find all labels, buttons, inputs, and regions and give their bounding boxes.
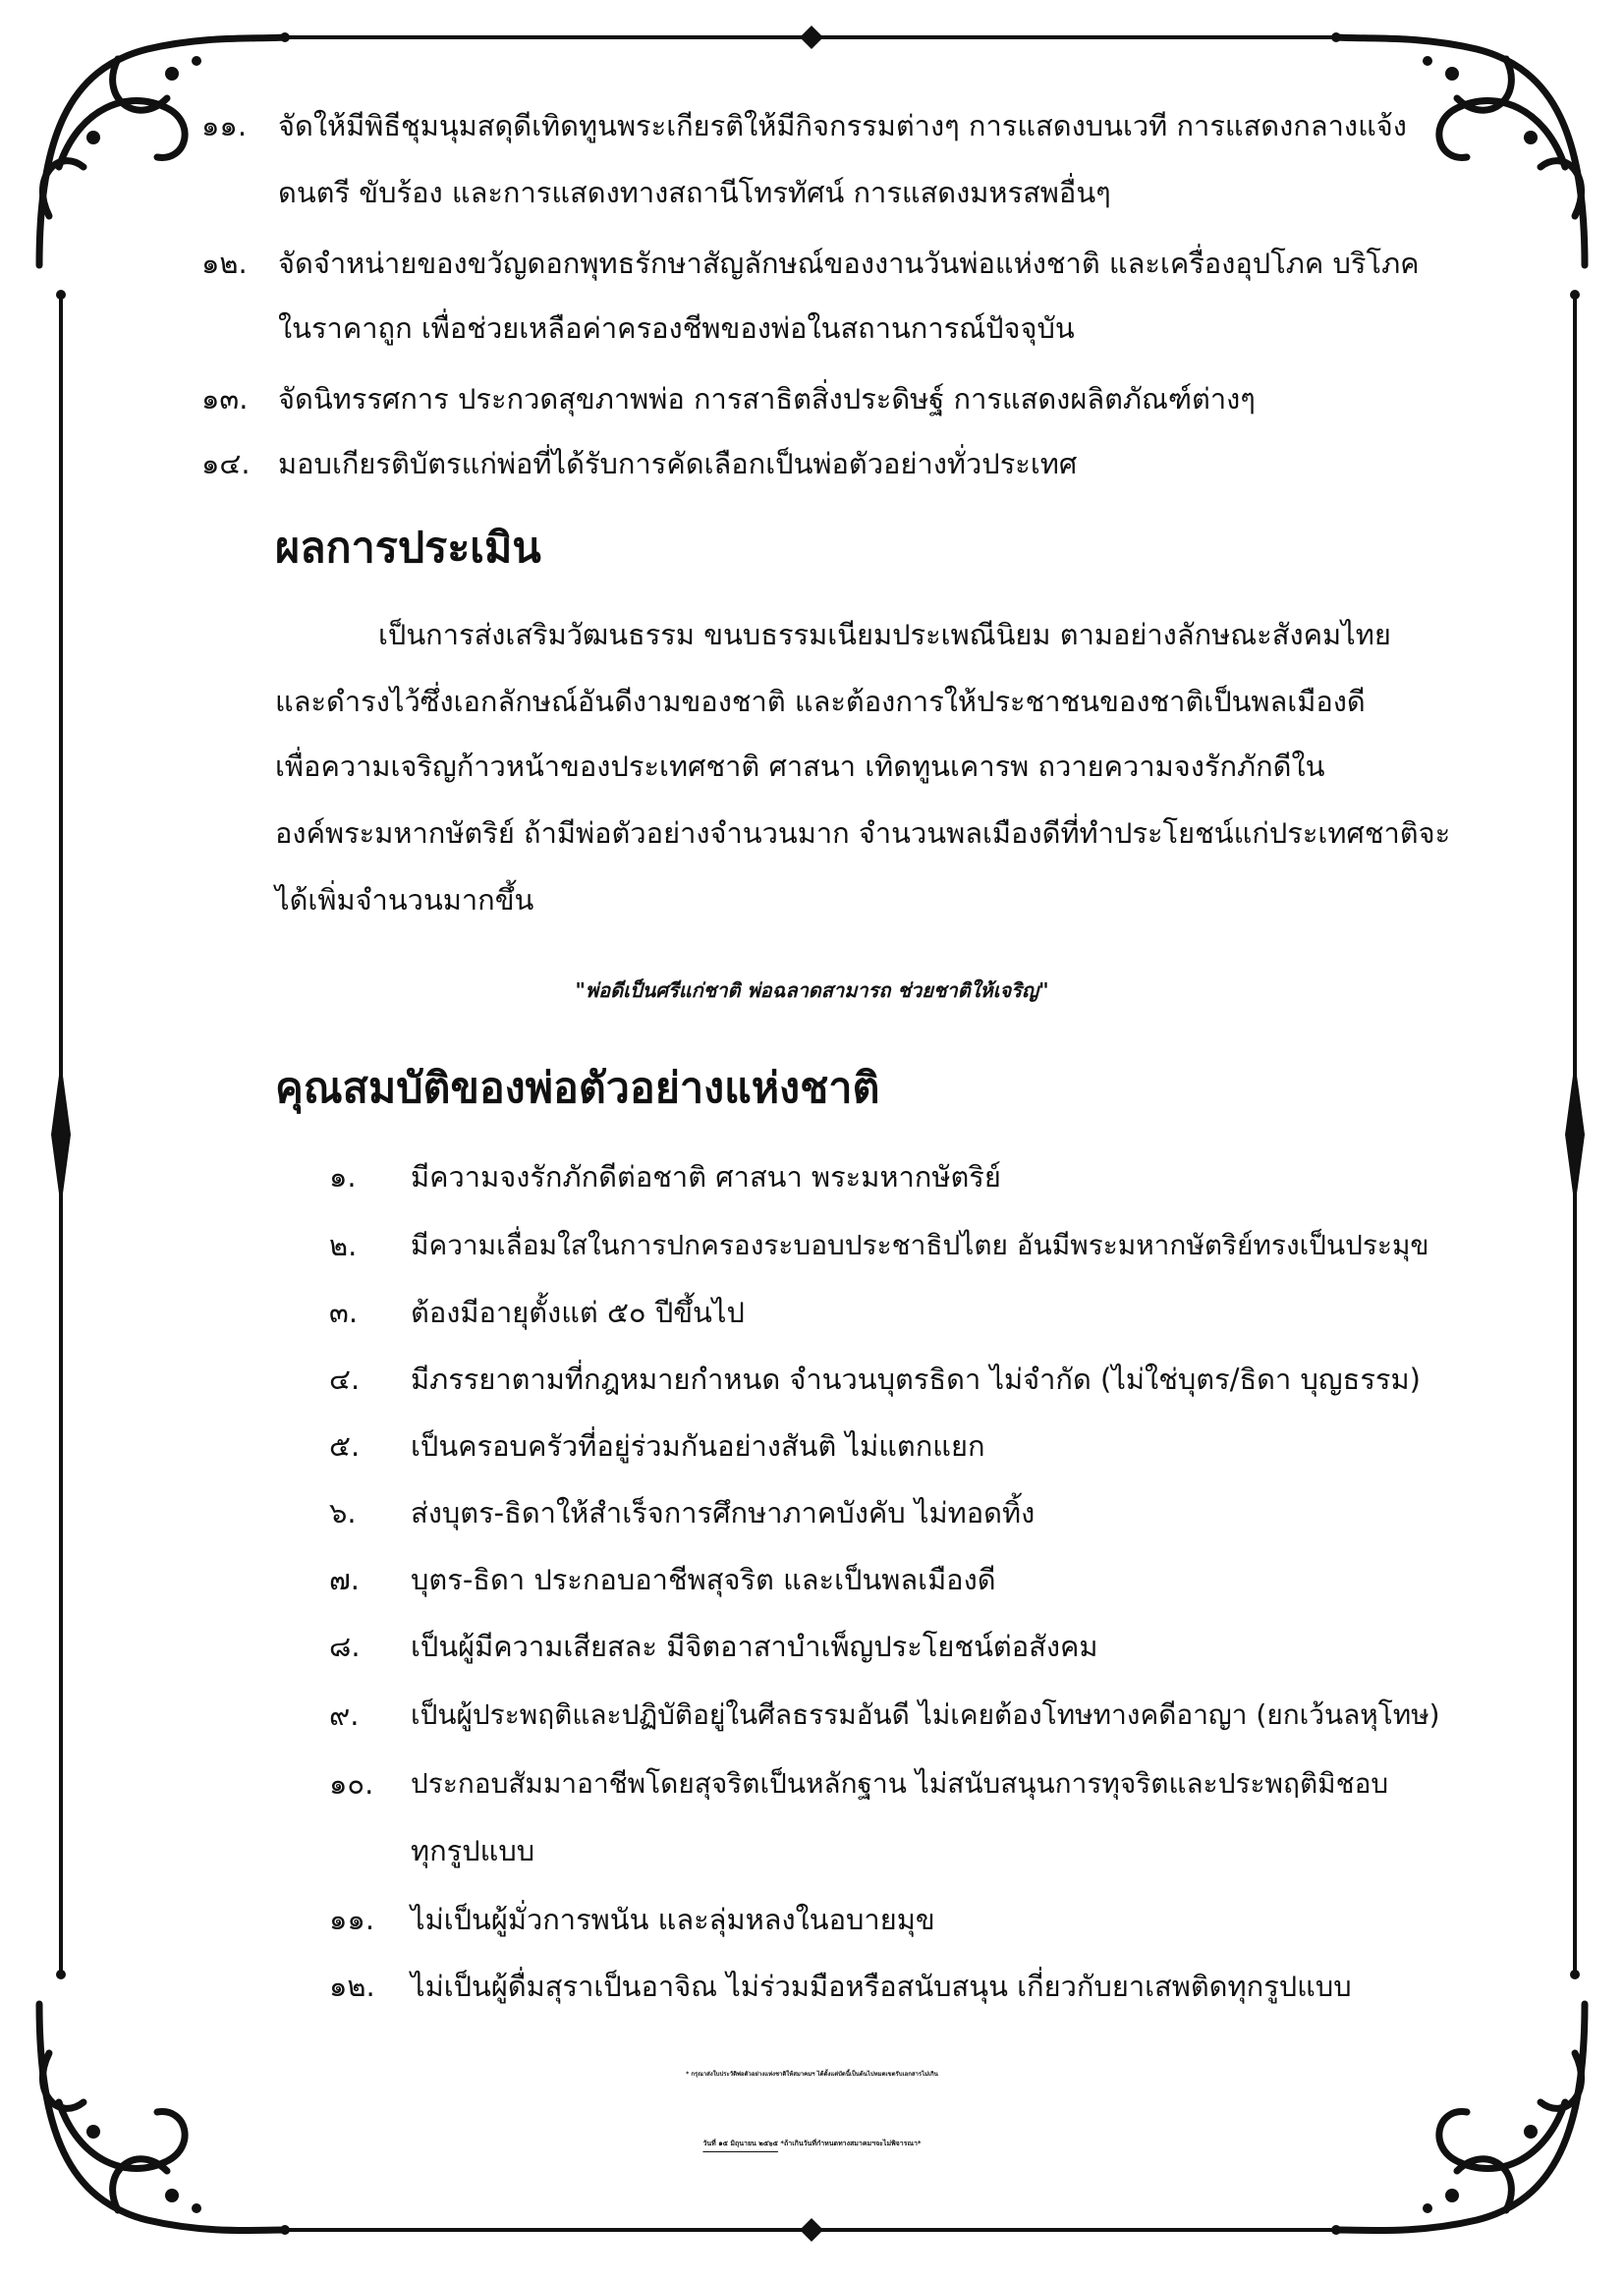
- deadline-note: [0, 2124, 1624, 2163]
- deadline-warning: *ถ้าเกินวันที่กำหนดทางสมาคมฯจะไม่พิจารณา*: [777, 2140, 922, 2147]
- qualification-text: เป็นครอบครัวที่อยู่ร่วมกันอย่างสันติ ไม่แตกแยก: [411, 1429, 985, 1463]
- qualification-text: ทุกรูปแบบ: [411, 1834, 535, 1867]
- qualification-text: บุตร-ธิดา ประกอบอาชีพสุจริต และเป็นพลเมืองดี: [411, 1563, 996, 1596]
- evaluation-line: ได้เพิ่มจำนวนมากขึ้น: [275, 883, 534, 917]
- qualification-text: เป็นผู้ประพฤติและปฏิบัติอยู่ในศีลธรรมอันดี ไม่เคยต้องโทษทางคดีอาญา (ยกเว้นลหุโทษ): [411, 1698, 1440, 1731]
- activity-text: จัดจำหน่ายของขวัญดอกพุทธรักษาสัญลักษณ์ของงานวันพ่อแห่งชาติ และเครื่องอุปโภค บริโภค: [278, 247, 1420, 280]
- activity-text: ในราคาถูก เพื่อช่วยเหลือค่าครองชีพของพ่อในสถานการณ์ปัจจุบัน: [278, 311, 1075, 345]
- qualification-text: มีความจงรักภักดีต่อชาติ ศาสนา พระมหากษัตริย์: [411, 1160, 1001, 1194]
- evaluation-heading: ผลการประเมิน: [275, 524, 541, 573]
- slogan: "พ่อดีเป็นศรีแก่ชาติ พ่อฉลาดสามารถ ช่วยชาติให้เจริญ": [575, 978, 1049, 1002]
- qualification-text: มีภรรยาตามที่กฎหมายกำหนด จำนวนบุตรธิดา ไม่จำกัด (ไม่ใช่บุตร/ธิดา บุญธรรม): [411, 1362, 1421, 1396]
- evaluation-line: และดำรงไว้ซึ่งเอกลักษณ์อันดีงามของชาติ และต้องการให้ประชาชนของชาติเป็นพลเมืองดี: [275, 685, 1366, 718]
- activity-text: จัดนิทรรศการ ประกวดสุขภาพพ่อ การสาธิตสิ่งประดิษฐ์ การแสดงผลิตภัณฑ์ต่างๆ: [278, 382, 1256, 416]
- evaluation-line: เพื่อความเจริญก้าวหน้าของประเทศชาติ ศาสนา เทิดทูนเคารพ ถวายความจงรักภักดีใน: [275, 750, 1325, 783]
- activity-text: มอบเกียรติบัตรแก่พ่อที่ได้รับการคัดเลือกเป็นพ่อตัวอย่างทั่วประเทศ: [278, 447, 1078, 480]
- deadline-date: วันที่ ๑๕ มิถุนายน ๒๕๖๕: [702, 2140, 778, 2147]
- qualification-number: ๓.: [329, 1296, 359, 1329]
- qualification-text: มีความเลื่อมใสในการปกครองระบอบประชาธิปไตย อันมีพระมหากษัตริย์ทรงเป็นประมุข: [411, 1229, 1429, 1261]
- qualification-number: ๗.: [329, 1563, 361, 1596]
- activity-text: ดนตรี ขับร้อง และการแสดงทางสถานีโทรทัศน์ การแสดงมหรสพอื่นๆ: [278, 176, 1111, 209]
- qualification-text: เป็นผู้มีความเสียสละ มีจิตอาสาบำเพ็ญประโยชน์ต่อสังคม: [411, 1630, 1098, 1663]
- activity-number: ๑๔.: [201, 447, 251, 480]
- submission-note: * กรุณาส่งใบประวัติพ่อตัวอย่างแห่งชาติให้สมาคมฯ ได้ตั้งแต่บัดนี้เป็นต้นไปหมดเขตรับเอกสารไม่เกิน: [686, 2071, 938, 2078]
- qualification-text: ประกอบสัมมาอาชีพโดยสุจริตเป็นหลักฐาน ไม่สนับสนุนการทุจริตและประพฤติมิชอบ: [411, 1767, 1389, 1800]
- qualification-number: ๖.: [329, 1496, 357, 1529]
- qualification-text: ไม่เป็นผู้มั่วการพนัน และลุ่มหลงในอบายมุข: [411, 1903, 935, 1936]
- qualification-number: ๔.: [329, 1362, 361, 1396]
- qualification-number: ๑.: [329, 1160, 357, 1194]
- qualification-number: ๕.: [329, 1429, 361, 1463]
- evaluation-line: เป็นการส่งเสริมวัฒนธรรม ขนบธรรมเนียมประเพณีนิยม ตามอย่างลักษณะสังคมไทย: [378, 618, 1391, 651]
- evaluation-line: องค์พระมหากษัตริย์ ถ้ามีพ่อตัวอย่างจำนวนมาก จำนวนพลเมืองดีที่ทำประโยชน์แก่ประเทศชาติจะ: [275, 816, 1451, 850]
- qualification-text: ส่งบุตร-ธิดาให้สำเร็จการศึกษาภาคบังคับ ไม่ทอดทิ้ง: [411, 1496, 1036, 1529]
- qualifications-heading: คุณสมบัติของพ่อตัวอย่างแห่งชาติ: [275, 1064, 880, 1113]
- qualification-number: ๑๑.: [329, 1903, 375, 1936]
- activity-number: ๑๓.: [201, 382, 249, 416]
- qualification-text: ต้องมีอายุตั้งแต่ ๕๐ ปีขึ้นไป: [411, 1296, 745, 1329]
- activity-number: ๑๒.: [201, 247, 248, 280]
- qualification-number: ๙.: [329, 1698, 360, 1732]
- qualification-number: ๑๐.: [329, 1767, 374, 1801]
- activity-text: จัดให้มีพิธีชุมนุมสดุดีเทิดทูนพระเกียรติให้มีกิจกรรมต่างๆ การแสดงบนเวที การแสดงกลางแจ้ง: [278, 109, 1407, 142]
- activity-number: ๑๑.: [201, 109, 248, 142]
- qualification-number: ๑๒.: [329, 1970, 375, 2003]
- qualification-number: ๘.: [329, 1630, 361, 1663]
- qualification-number: ๒.: [329, 1229, 358, 1262]
- qualification-text: ไม่เป็นผู้ดื่มสุราเป็นอาจิณ ไม่ร่วมมือหรือสนับสนุน เกี่ยวกับยาเสพติดทุกรูปแบบ: [411, 1970, 1352, 2003]
